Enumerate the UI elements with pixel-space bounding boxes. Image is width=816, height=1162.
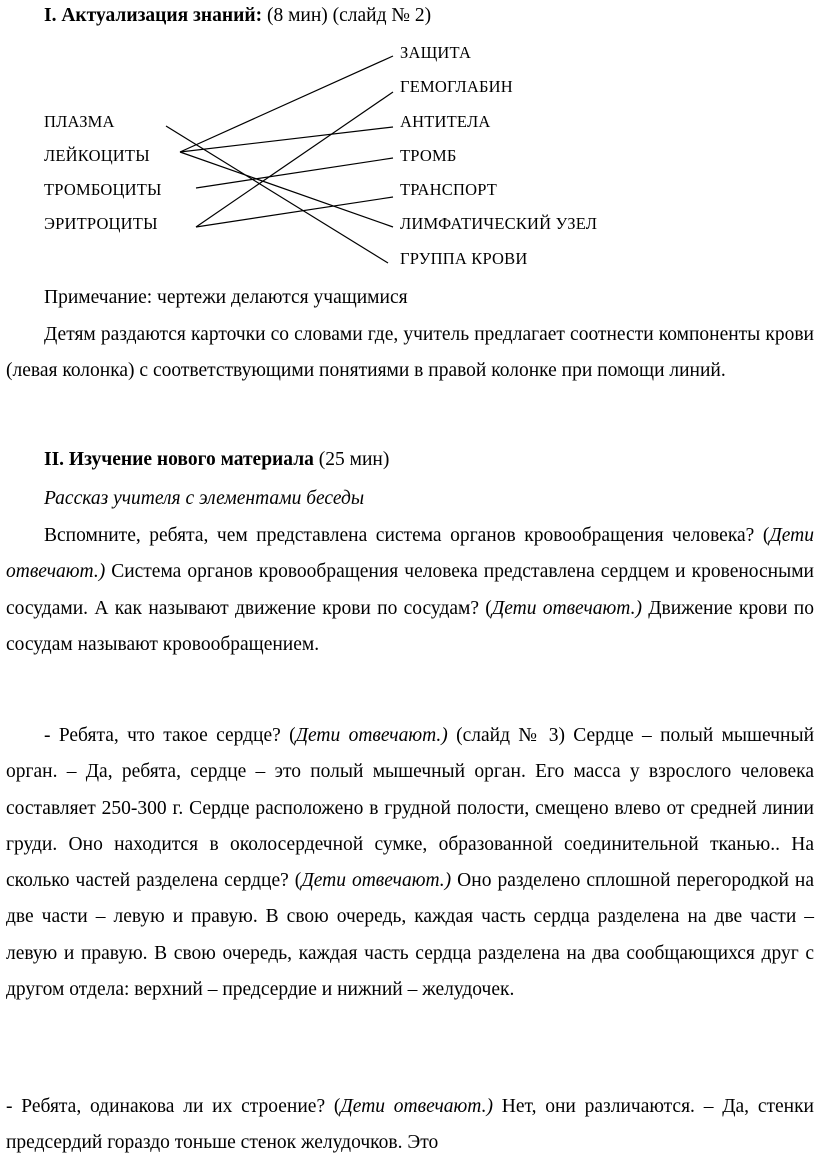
match-line [196, 92, 393, 227]
match-line [180, 56, 393, 152]
left-item-leukocytes: ЛЕЙКОЦИТЫ [44, 146, 150, 165]
paragraph-cards: Детям раздаются карточки со словами где, учитель предлагает соотнести компоненты крови (левая колонка) с соответствующими понятиями в правой колонке при помощи линий. [6, 324, 814, 382]
right-item-lymph-node: ЛИМФАТИЧЕСКИЙ УЗЕЛ [400, 214, 598, 233]
section1-heading: I. Актуализация знаний: (8 мин) (слайд № 2) [44, 5, 432, 26]
paragraph-heart: - Ребята, что такое сердце? (Дети отвечают.) (слайд № 3) Сердце – полый мышечный орган. – Да, ребята, сердце – это полый мышечный орган. Его масса у взрослого человека составляет 250-300 г. Сердце расположено в грудной полости, смещено влево от средней линии груди. Оно находится в околосердечной сумке, образованной соединительной тканью.. На сколько частей разделена сердце? (Дети отвечают.) Оно разделено сплошной перегородкой на две части – левую и правую. В свою очередь, каждая часть сердца разделена на две части – левую и правую. В свою очередь, каждая часть сердца разделена на два сообщающихся друг с другом отдела: верхний – предсердие и нижний – желудочек. [6, 725, 815, 1001]
note-text: Примечание: чертежи делаются учащимися [44, 287, 408, 308]
right-item-blood-group: ГРУППА КРОВИ [400, 249, 528, 268]
left-item-thrombocytes: ТРОМБОЦИТЫ [44, 180, 162, 199]
section2-heading: II. Изучение нового материала (25 мин) [44, 449, 390, 470]
left-item-erythrocytes: ЭРИТРОЦИТЫ [44, 214, 158, 233]
right-item-protection: ЗАЩИТА [400, 43, 472, 62]
right-item-hemoglobin: ГЕМОГЛАБИН [400, 77, 513, 96]
right-item-thrombus: ТРОМБ [400, 146, 457, 165]
right-item-antibodies: АНТИТЕЛА [400, 112, 491, 131]
match-line [166, 126, 388, 263]
matching-lines [0, 0, 816, 300]
subtitle: Рассказ учителя с элементами беседы [44, 488, 365, 509]
match-line [180, 127, 393, 152]
right-item-transport: ТРАНСПОРТ [400, 180, 498, 199]
left-item-plasma: ПЛАЗМА [44, 112, 115, 131]
paragraph-structure: - Ребята, одинакова ли их строение? (Дети отвечают.) Нет, они различаются. – Да, стенки предсердий гораздо тоньше стенок желудочков. Это [6, 1096, 814, 1154]
paragraph-circulation: Вспомните, ребята, чем представлена система органов кровообращения человека? (Дети отвечают.) Система органов кровообращения человека представлена сердцем и кровеносными сосудами. А как называют движение крови по сосудам? (Дети отвечают.) Движение крови по сосудам называют кровообращением. [6, 525, 814, 655]
match-line [196, 197, 393, 227]
